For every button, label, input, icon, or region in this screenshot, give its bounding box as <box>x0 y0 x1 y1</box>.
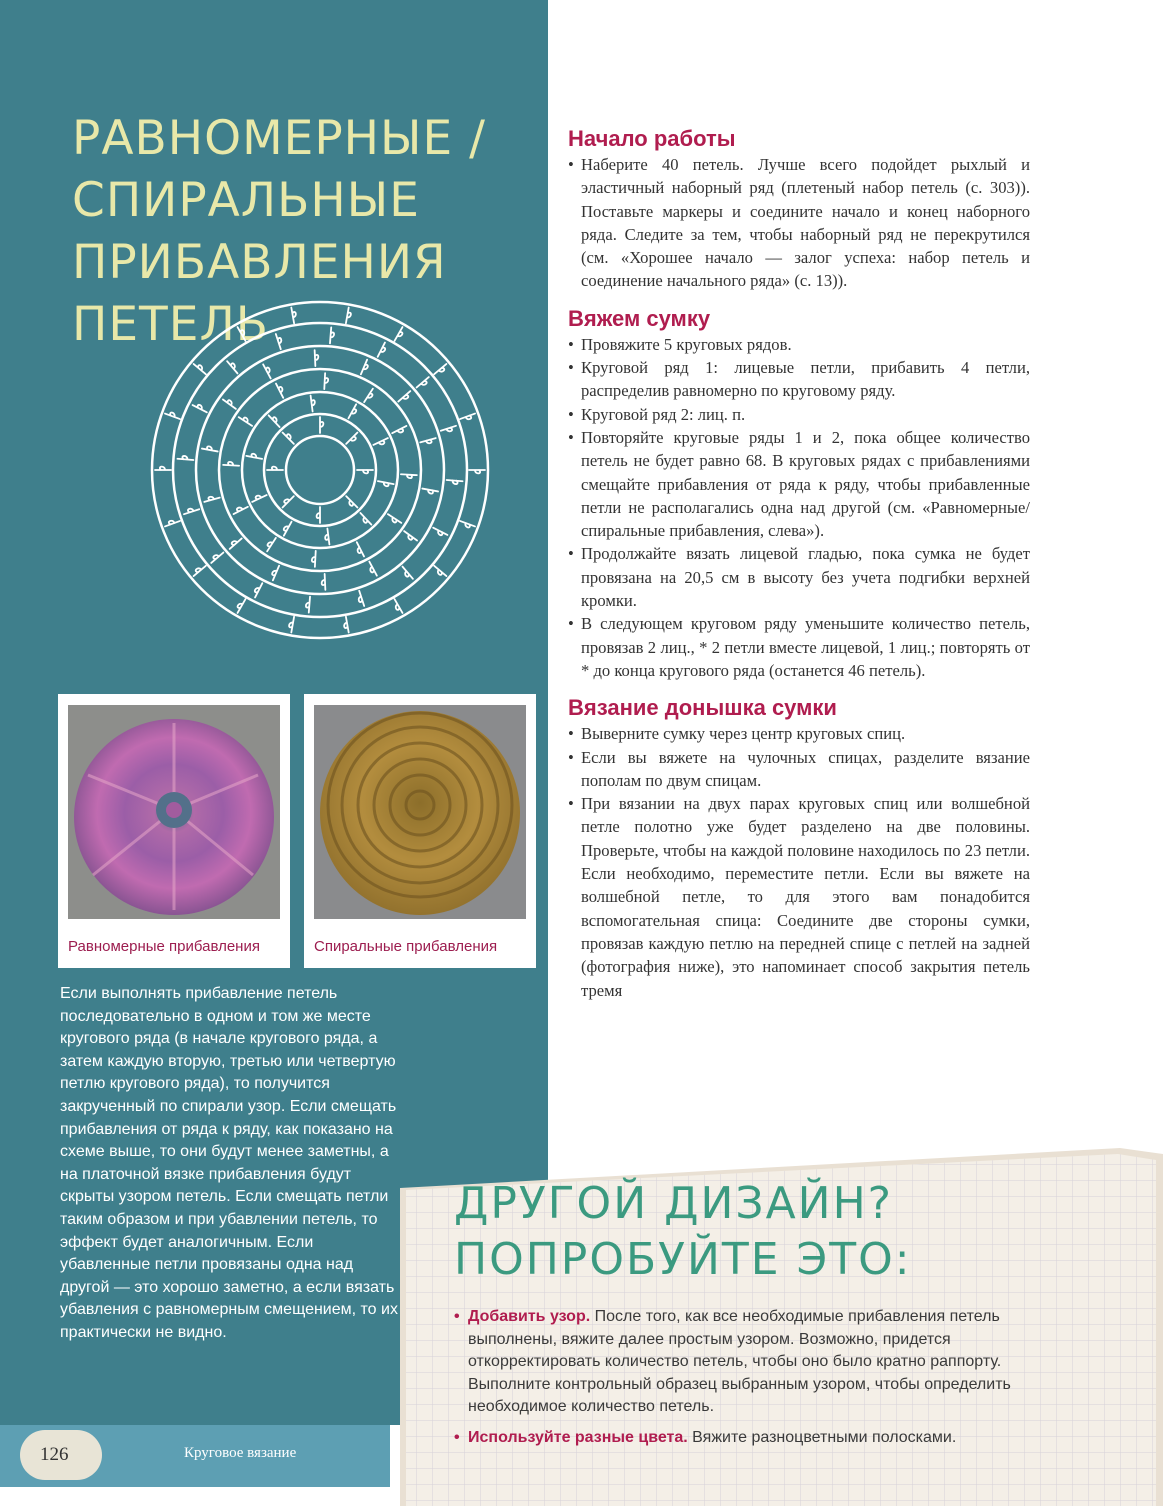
list-item: • Если вы вяжете на чулочных спицах, разделите вязание пополам по двум спицам. <box>568 746 1030 793</box>
diagram-ring <box>219 369 421 571</box>
increase-mark <box>235 597 246 613</box>
list-item: • При вязании на двух парах круговых спиц или волшебной петле полотно уже будет разделено на две половины. Проверьте, чтобы на каждой половине находилось по 23 петли. Если необходимо, переместите петли. Если вы вяжете на волшебной петле, то для этого вам понадобится вспомогательная спица: Соедините две стороны сумки, провязав каждую петлю на передней спице с петлей на задней (фотография ниже), это напоминает способ закрытия петель тремя <box>568 792 1030 1002</box>
increase-mark <box>321 574 325 590</box>
increase-mark <box>357 470 373 473</box>
increase-mark <box>223 462 239 466</box>
increase-mark <box>238 325 249 341</box>
increase-mark <box>270 564 279 580</box>
increase-mark <box>324 373 328 389</box>
list-item: • Круговой ряд 2: лиц. п. <box>568 403 1030 426</box>
increase-mark <box>400 567 413 581</box>
increase-mark <box>422 489 438 495</box>
increase-mark <box>392 426 408 436</box>
main-title-line: ПРИБАВЛЕНИЯ ПЕТЕЛЬ <box>72 235 447 352</box>
photo-card-even <box>58 694 290 968</box>
main-title-line: РАВНОМЕРНЫЕ / <box>72 111 486 166</box>
list-item: • Провяжите 5 круговых рядов. <box>568 333 1030 356</box>
increase-mark <box>324 529 329 545</box>
photo-even-increases <box>68 705 280 919</box>
increase-mark <box>288 616 294 632</box>
list-item: • Продолжайте вязать лицевой гладью, пока сумка не будет провязана на 20,5 см в высоту без учета подгибки верхней кромки. <box>568 542 1030 612</box>
increase-mark <box>315 350 319 366</box>
section <box>568 694 1030 1002</box>
increase-mark <box>346 308 352 324</box>
tip-box-title-line: ДРУГОЙ ДИЗАЙН? <box>454 1178 894 1229</box>
photo-caption: Спиральные прибавления <box>314 938 498 955</box>
increase-mark <box>386 514 401 526</box>
increase-mark <box>377 481 393 487</box>
increase-mark <box>165 410 181 419</box>
increase-mark <box>291 307 297 323</box>
increase-mark <box>276 382 286 398</box>
footer-section-title: Круговое вязание <box>184 1445 297 1461</box>
left-body-text: Если выполнять прибавление петель последовательно в одном и том же месте кругового ряда (в начале кругового ряда, а затем каждую вторую, третью или четвертую петлю кругового ряда), то получится закрученный по спирали узор. Если смещать прибавления от ряда к ряду, как показано на схеме выше, то они будут менее заметны, а на платочной вязке прибавления будут скрыты узором петель. Если смещать петли таким образом и при убавлении петель, то эффект будет аналогичным. Если убавленные петли провязаны одна над другой — это хорошо заметно, а если вязать убавления с равномерным смещением, то их практически не видно. <box>60 985 398 1341</box>
section-heading: Начало работы <box>568 126 736 151</box>
increase-mark <box>354 542 364 558</box>
increase-mark <box>232 504 248 514</box>
increase-mark <box>155 467 171 470</box>
tip-item <box>454 1306 1014 1419</box>
list-item: • В следующем круговом ряду уменьшите количество петель, провязав 2 лиц., * 2 петли вместе лицевой, 1 лиц.; повторять от * до конца кругового ряда (останется 46 петель). <box>568 612 1030 682</box>
increase-mark <box>202 445 218 451</box>
increase-mark <box>281 520 292 536</box>
increase-mark <box>348 404 359 420</box>
increase-mark <box>267 467 283 470</box>
increase-mark <box>364 389 376 404</box>
tip-text: Вяжите разноцветными полосками. <box>687 1428 957 1446</box>
increase-mark <box>469 470 485 473</box>
diagram-ring <box>152 302 488 638</box>
section <box>568 305 1030 682</box>
instructions-column <box>568 125 1030 1014</box>
increase-mark <box>263 363 274 379</box>
increase-mark <box>320 417 323 433</box>
increase-mark <box>460 414 476 423</box>
increase-mark <box>432 528 448 538</box>
photo-card-spiral <box>304 694 536 968</box>
increase-mark <box>311 395 316 411</box>
increase-mark <box>280 494 294 508</box>
increase-mark <box>193 402 209 412</box>
increase-mark <box>317 507 320 523</box>
tip-box-title-line: ПОПРОБУЙТЕ ЭТО: <box>454 1234 912 1285</box>
increase-mark <box>312 551 316 567</box>
increase-mark <box>459 521 475 530</box>
section <box>568 125 1030 293</box>
section-heading: Вяжем сумку <box>568 305 711 331</box>
increase-mark <box>177 455 193 460</box>
increase-diagram <box>150 300 490 640</box>
increase-mark <box>223 397 238 409</box>
increase-mark <box>366 562 377 578</box>
increase-mark <box>194 361 208 374</box>
tip-box <box>400 1148 1163 1506</box>
section-list <box>568 722 1030 1002</box>
list-item: • Выверните сумку через центр круговых спиц. <box>568 722 1030 745</box>
tip-list <box>454 1306 1014 1458</box>
page-number: 126 <box>20 1430 102 1480</box>
section-list <box>568 153 1030 293</box>
increase-mark <box>330 327 335 343</box>
diagram-ring <box>173 323 467 617</box>
tip-lead: Добавить узор. <box>468 1308 591 1325</box>
increase-mark <box>346 433 360 447</box>
tip-lead: Используйте разные цвета. <box>468 1428 688 1446</box>
main-title-line: СПИРАЛЬНЫЕ <box>72 173 420 228</box>
list-item: • Повторяйте круговые ряды 1 и 2, пока общее количество петель не будет равно 68. В круговых рядах с прибавлениями смещайте прибавления от ряда к ряду, чтобы прибавленные петли не располагались одна над другой (см. «Равномерные/спиральные прибавления, слева»). <box>568 426 1030 542</box>
increase-mark <box>343 617 349 633</box>
increase-mark <box>227 359 240 373</box>
photo-spiral-increases <box>314 705 526 919</box>
increase-mark <box>227 536 241 549</box>
list-item: • Наберите 40 петель. Лучше всего подойдет рыхлый и эластичный наборный ряд (плетеный набор петель (с. 303)). Поставьте маркеры и соедините начало и конец наборного ряда. Следите за тем, чтобы наборный ряд не перекрутился (см. «Хорошее начало — залог успеха: набор петель и соединение начального ряда» (с. 13)). <box>568 153 1030 293</box>
increase-mark <box>269 413 282 427</box>
increase-mark <box>251 492 267 502</box>
section-heading: Вязание донышка сумки <box>568 695 837 721</box>
increase-mark <box>252 582 262 598</box>
increase-mark <box>373 438 389 448</box>
increase-mark <box>395 327 406 343</box>
increase-mark <box>203 494 219 502</box>
increase-mark <box>432 566 446 579</box>
increase-mark <box>239 414 254 426</box>
tip-text: После того, как все необходимые прибавления петель выполнены, вяжите далее простым узором. Возможно, придется откорректировать количество петель, чтобы оно было кратно раппорту. Выполните контрольный образец выбранным узором, чтобы определить необходимое количество петель. <box>468 1308 1011 1416</box>
photo-caption: Равномерные прибавления <box>68 938 260 955</box>
increase-mark <box>283 430 297 444</box>
increase-mark <box>392 599 403 615</box>
increase-mark <box>402 531 417 543</box>
increase-mark <box>356 591 364 607</box>
section-list <box>568 333 1030 682</box>
increase-mark <box>164 518 180 527</box>
increase-mark <box>378 343 388 359</box>
increase-mark <box>305 596 310 612</box>
increase-mark <box>246 453 262 459</box>
increase-mark <box>264 536 276 551</box>
increase-mark <box>420 438 436 446</box>
increase-mark <box>344 496 358 510</box>
increase-mark <box>361 360 370 376</box>
tip-box-title <box>454 1176 912 1288</box>
increase-mark <box>209 550 223 563</box>
increase-mark <box>191 563 205 576</box>
increase-mark <box>183 506 199 514</box>
increase-mark <box>417 377 431 390</box>
tip-item <box>454 1427 1014 1450</box>
increase-mark <box>276 333 284 349</box>
increase-mark <box>358 513 371 527</box>
increase-mark <box>446 480 462 485</box>
diagram-ring <box>286 436 354 504</box>
diagram-ring <box>196 346 444 594</box>
list-item: • Круговой ряд 1: лицевые петли, прибавить 4 петли, распределив равномерно по круговому ряду. <box>568 356 1030 403</box>
increase-mark <box>398 391 412 404</box>
increase-mark <box>434 364 448 377</box>
increase-mark <box>441 426 457 434</box>
diagram-ring <box>242 392 398 548</box>
increase-mark <box>401 474 417 478</box>
